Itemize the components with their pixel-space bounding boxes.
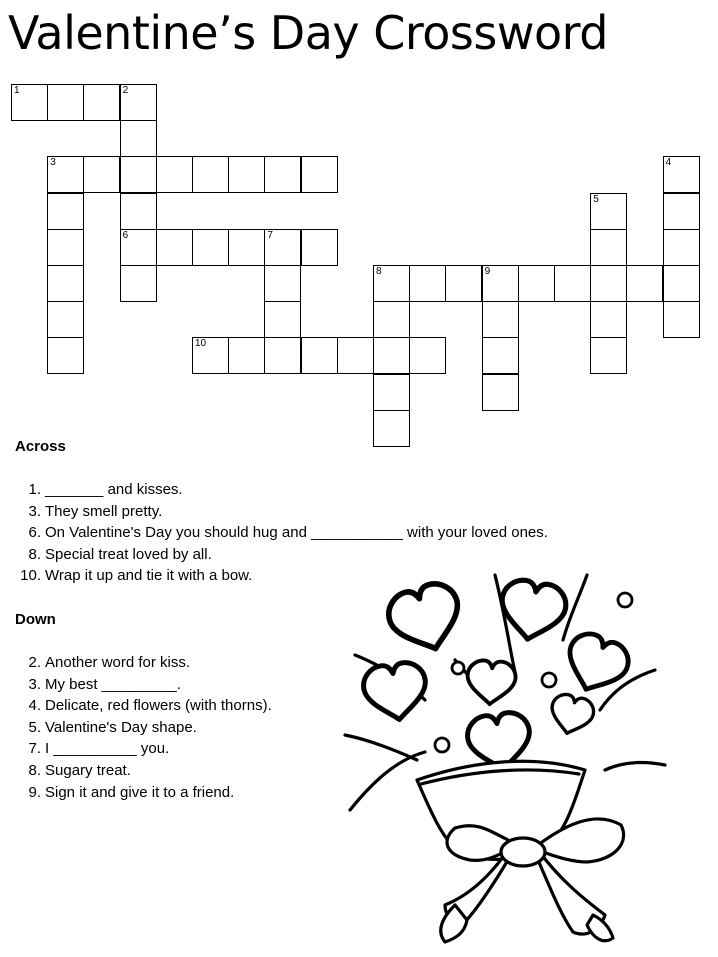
cell-number: 8 bbox=[376, 266, 382, 277]
clue-number: 5. bbox=[28, 718, 41, 736]
grid-cell bbox=[264, 337, 301, 374]
grid-cell bbox=[373, 410, 410, 447]
clue-text: Sign it and give it to a friend. bbox=[45, 783, 235, 801]
grid-cell bbox=[120, 193, 157, 230]
grid-cell bbox=[47, 156, 84, 193]
clue-number: 8. bbox=[28, 545, 41, 563]
grid-cell bbox=[301, 156, 338, 193]
grid-cell bbox=[120, 156, 157, 193]
clue-number: 2. bbox=[28, 654, 41, 671]
grid-cell bbox=[120, 229, 157, 266]
clue-text: My best _________. bbox=[45, 675, 181, 693]
grid-cell bbox=[663, 193, 700, 230]
grid-cell bbox=[83, 156, 120, 193]
grid-cell bbox=[409, 337, 446, 374]
grid-cell bbox=[626, 265, 663, 302]
grid-cell bbox=[192, 337, 229, 374]
across-heading: Across bbox=[15, 438, 66, 455]
grid-cell bbox=[47, 229, 84, 266]
grid-cell bbox=[482, 265, 519, 302]
grid-cell bbox=[47, 265, 84, 302]
clue-number: 3. bbox=[28, 502, 41, 520]
grid-cell bbox=[590, 193, 627, 230]
grid-cell bbox=[228, 156, 265, 193]
cell-number: 1 bbox=[14, 85, 20, 96]
grid-cell bbox=[482, 374, 519, 411]
grid-cell bbox=[373, 337, 410, 374]
grid-cell bbox=[590, 301, 627, 338]
grid-cell bbox=[264, 156, 301, 193]
grid-cell bbox=[301, 337, 338, 374]
cell-number: 7 bbox=[267, 229, 273, 241]
grid-cell bbox=[264, 301, 301, 338]
grid-cell bbox=[47, 84, 84, 121]
grid-cell bbox=[482, 337, 519, 374]
clue-number: 10. bbox=[20, 567, 41, 585]
grid-cell bbox=[373, 301, 410, 338]
grid-cell bbox=[445, 265, 482, 302]
grid-cell bbox=[156, 156, 193, 193]
clue-text: On Valentine's Day you should hug and ___________ with your loved ones. bbox=[45, 524, 548, 542]
clue-number: 3. bbox=[28, 675, 41, 693]
cell-number: 6 bbox=[122, 229, 129, 241]
clue-number: 4. bbox=[28, 697, 41, 715]
grid-cell bbox=[264, 265, 301, 302]
grid-cell bbox=[663, 301, 700, 338]
grid-cell bbox=[120, 120, 157, 157]
grid-cell bbox=[663, 265, 700, 302]
cell-number: 2 bbox=[122, 85, 129, 96]
grid-cell bbox=[47, 301, 84, 338]
clue-text: Valentine's Day shape. bbox=[45, 718, 197, 736]
grid-cell bbox=[120, 265, 157, 302]
grid-cell bbox=[47, 193, 84, 230]
page-title: Valentine’s Day Crossword bbox=[8, 6, 608, 60]
clue-text: Special treat loved by all. bbox=[45, 545, 212, 563]
clue-text: _______ and kisses. bbox=[45, 481, 183, 498]
grid-cell bbox=[373, 374, 410, 411]
grid-cell bbox=[264, 229, 301, 266]
grid-cell bbox=[590, 265, 627, 302]
crossword-grid bbox=[0, 0, 718, 460]
cell-number: 3 bbox=[50, 157, 56, 169]
grid-cell bbox=[337, 337, 374, 374]
cell-number: 9 bbox=[484, 266, 491, 277]
grid-cell bbox=[120, 84, 157, 121]
grid-cell bbox=[409, 265, 446, 302]
cell-number: 5 bbox=[593, 193, 599, 205]
clue-text: I __________ you. bbox=[45, 740, 170, 758]
grid-cell bbox=[192, 229, 229, 266]
grid-cell bbox=[11, 84, 48, 121]
grid-cell bbox=[156, 229, 193, 266]
grid-cell bbox=[554, 265, 591, 302]
grid-cell bbox=[47, 337, 84, 374]
clue-text: Wrap it up and tie it with a bow. bbox=[45, 567, 253, 585]
down-heading: Down bbox=[15, 611, 56, 628]
cell-number: 10 bbox=[195, 338, 207, 350]
grid-cell bbox=[373, 265, 410, 302]
clue-text: Another word for kiss. bbox=[45, 654, 191, 671]
grid-cell bbox=[590, 337, 627, 374]
grid-cell bbox=[663, 156, 700, 193]
clue-number: 8. bbox=[28, 761, 41, 779]
grid-cell bbox=[663, 229, 700, 266]
grid-cell bbox=[83, 84, 120, 121]
grid-cell bbox=[590, 229, 627, 266]
cell-number: 4 bbox=[665, 157, 672, 169]
grid-cell bbox=[192, 156, 229, 193]
grid-cell bbox=[301, 229, 338, 266]
hearts bbox=[361, 577, 634, 774]
clue-number: 6. bbox=[28, 524, 41, 542]
clue-text: They smell pretty. bbox=[45, 502, 163, 520]
clue-number: 1. bbox=[28, 481, 41, 498]
grid-cell bbox=[228, 229, 265, 266]
grid-cell bbox=[518, 265, 555, 302]
grid-cell bbox=[482, 301, 519, 338]
clue-number: 7. bbox=[28, 740, 41, 758]
clue-text: Sugary treat. bbox=[45, 761, 131, 779]
grid-cell bbox=[228, 337, 265, 374]
clue-text: Delicate, red flowers (with thorns). bbox=[45, 697, 272, 715]
clue-number: 9. bbox=[28, 783, 41, 801]
heart-bouquet-illustration bbox=[325, 560, 718, 957]
